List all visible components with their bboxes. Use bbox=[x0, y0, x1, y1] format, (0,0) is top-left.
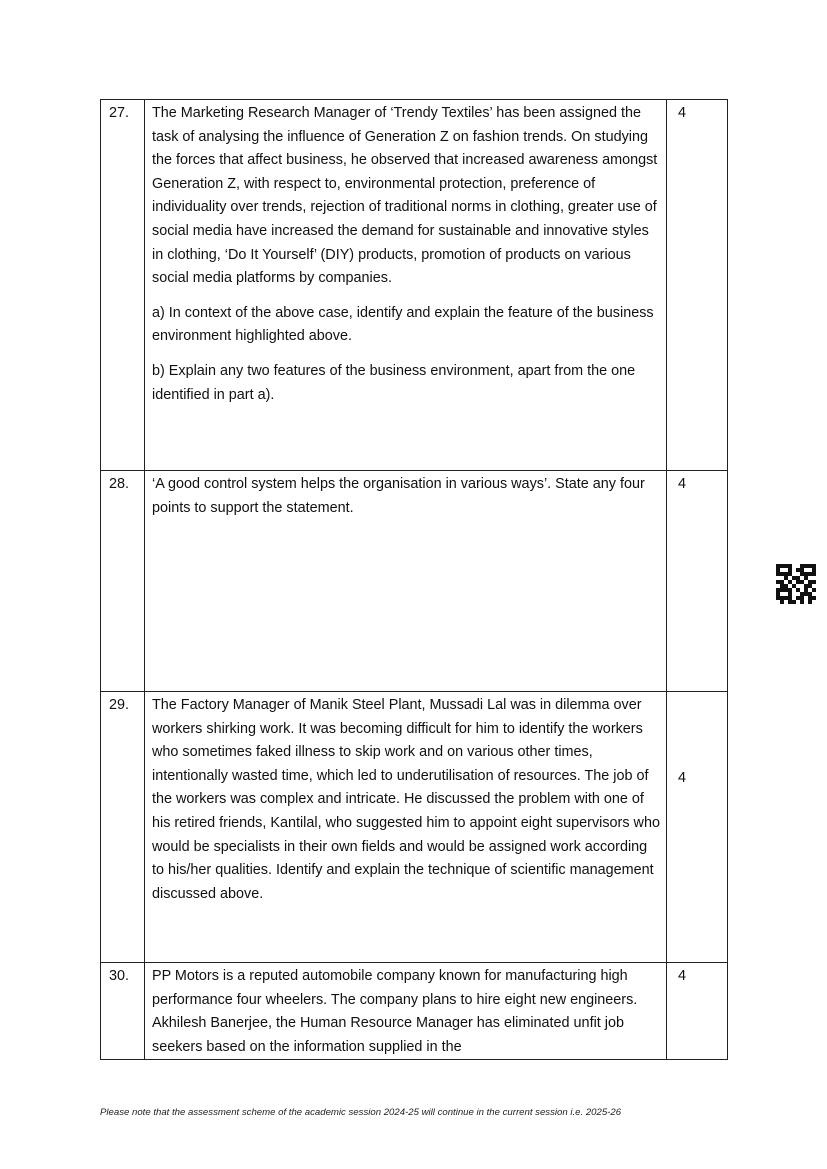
question-text bbox=[145, 963, 667, 1060]
question-paragraph: b) Explain any two features of the business environment, apart from the one identified in part a). bbox=[152, 362, 636, 403]
question-text bbox=[145, 692, 667, 963]
question-number: 28. bbox=[101, 471, 145, 692]
question-row bbox=[101, 692, 728, 963]
question-text bbox=[145, 471, 667, 692]
qr-code-icon bbox=[776, 564, 816, 604]
question-paragraph: a) In context of the above case, identify and explain the feature of the business environment highlighted above. bbox=[152, 304, 654, 345]
question-number: 29. bbox=[101, 692, 145, 963]
question-paragraph: ‘A good control system helps the organisation in various ways’. State any four points to support the statement. bbox=[152, 476, 645, 516]
question-paragraph: The Marketing Research Manager of ‘Trendy Textiles’ has been assigned the task of analysing the influence of Generation Z on fashion trends. On studying the forces that affect business, he observed that increased awareness amongst Generation Z, with respect to, environmental protection, preference of individuality over trends, rejection of traditional norms in clothing, greater use of social media have increased the demand for sustainable and innovative styles in clothing, ‘Do It Yourself’ (DIY) products, promotion of products on various social media platforms by companies. bbox=[152, 105, 658, 287]
footer-note: Please note that the assessment scheme of the academic session 2024-25 will continue in the current session i.e. 2025-26 bbox=[100, 1107, 622, 1118]
question-row bbox=[101, 100, 728, 471]
question-number: 27. bbox=[101, 100, 145, 471]
question-marks: 4 bbox=[667, 963, 728, 1060]
question-marks: 4 bbox=[667, 471, 728, 692]
question-row bbox=[101, 471, 728, 692]
question-row bbox=[101, 963, 728, 1060]
question-table bbox=[100, 99, 728, 1060]
question-paragraph: The Factory Manager of Manik Steel Plant, Mussadi Lal was in dilemma over workers shirking work. It was becoming difficult for him to identify the workers who sometimes faked illness to skip work and on various other times, intentionally wasted time, which led to underutilisation of resources. The job of the workers was complex and intricate. He discussed the problem with one of his retired friends, Kantilal, who suggested him to appoint eight supervisors who would be specialists in their own fields and would be assigned work according to his/her qualities. Identify and explain the technique of scientific management discussed above. bbox=[152, 697, 660, 902]
question-text bbox=[145, 100, 667, 471]
question-number: 30. bbox=[101, 963, 145, 1060]
question-paragraph: PP Motors is a reputed automobile company known for manufacturing high performance four wheelers. The company plans to hire eight new engineers. Akhilesh Banerjee, the Human Resource Manager has eliminated unfit job seekers based on the information supplied in the bbox=[152, 968, 638, 1055]
question-marks: 4 bbox=[667, 100, 728, 471]
question-marks: 4 bbox=[667, 692, 728, 963]
